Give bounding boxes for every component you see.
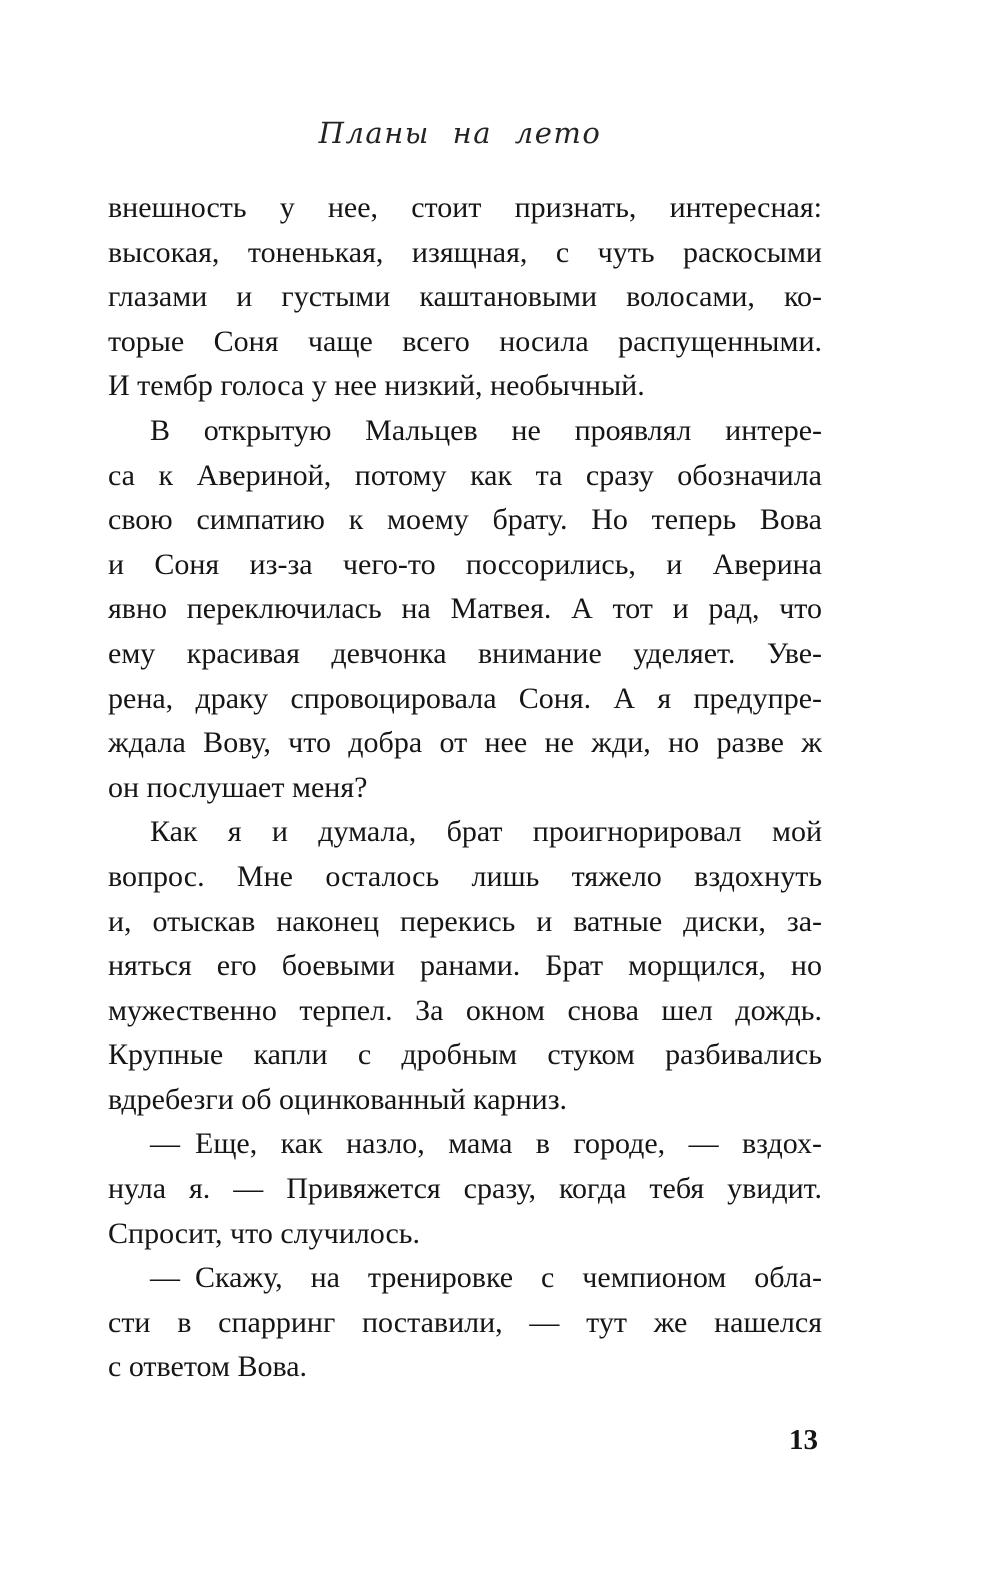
running-header: Планы на лето xyxy=(318,116,602,150)
text-line: и, отыскав наконец перекись и ватные диски, за- xyxy=(108,904,822,938)
text-line: рена, драку спровоцировала Соня. А я предупре- xyxy=(108,681,822,715)
text-block xyxy=(108,186,822,1390)
text-line: Как я и думала, брат проигнорировал мой xyxy=(150,815,822,849)
text-line: нула я. — Привяжется сразу, когда тебя увидит. xyxy=(108,1172,822,1206)
text-line: Спросит, что случилось. xyxy=(108,1216,420,1250)
text-line: — Еще, как назло, мама в городе, — вздох- xyxy=(150,1127,822,1161)
text-line: он послушает меня? xyxy=(108,770,368,804)
text-line: мужественно терпел. За окном снова шел дождь. xyxy=(108,993,822,1027)
text-line: внешность у нее, стоит признать, интересная: xyxy=(108,191,822,224)
text-line: глазами и густыми каштановыми волосами, ко- xyxy=(108,280,822,314)
text-line: высокая, тоненькая, изящная, с чуть раскосыми xyxy=(108,235,822,269)
text-line: са к Авериной, потому как та сразу обозначила xyxy=(108,458,822,492)
text-line: Крупные капли с дробным стуком разбивались xyxy=(108,1038,822,1072)
text-line: явно переключилась на Матвея. А тот и рад, что xyxy=(108,592,822,626)
page-number: 13 xyxy=(789,1424,818,1456)
text-line: свою симпатию к моему брату. Но теперь Вова xyxy=(108,503,822,537)
text-line: торые Соня чаще всего носила распущенными. xyxy=(108,324,822,358)
text-line: И тембр голоса у нее низкий, необычный. xyxy=(108,369,645,403)
text-line: ему красивая девчонка внимание уделяет. Уве- xyxy=(108,636,822,670)
text-line: — Скажу, на тренировке с чемпионом обла- xyxy=(150,1261,822,1295)
text-line: вдребезги об оцинкованный карниз. xyxy=(108,1082,568,1116)
text-line: В открытую Мальцев не проявлял интере- xyxy=(150,413,822,447)
text-line: и Соня из-за чего-то поссорились, и Аверина xyxy=(108,547,822,581)
text-line: ждала Вову, что добра от нее не жди, но разве ж xyxy=(108,726,822,760)
text-line: вопрос. Мне осталось лишь тяжело вздохнуть xyxy=(108,859,822,893)
text-line: с ответом Вова. xyxy=(108,1350,308,1384)
text-line: няться его боевыми ранами. Брат морщился, но xyxy=(108,949,822,983)
text-line: сти в спарринг поставили, — тут же нашелся xyxy=(108,1305,822,1339)
